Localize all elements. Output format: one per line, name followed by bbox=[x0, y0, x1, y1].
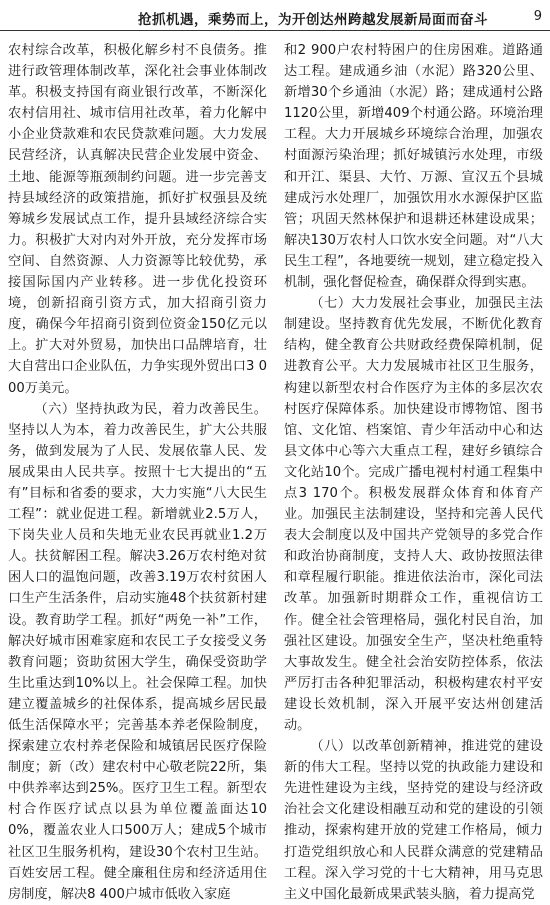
left-column bbox=[8, 40, 267, 905]
paragraph: （八）以改革创新精神，推进党的建设新的伟大工程。坚持以党的执政能力建设和先进性建设为主线，坚持党的建设与经济政治社会文化建设相融互动和党的建设的引领推动，探索构建开放的党建工作格局，倾力打造党组织放心和人民群众满意的党建精品工程。深入学习党的十七大精神，用马克思主义中国化最新成果武装头脑，着力提高党 bbox=[284, 739, 543, 902]
paragraph: （六）坚持执政为民，着力改善民生。坚持以人为本，着力改善民生，扩大公共服务，做到发展为了人民、发展依靠人民、发展成果由人民共享。按照十七大提出的“五有”目标和省委的要求，大力实施“八大民生工程”：就业促进工程。新增就业2.5万人，下岗失业人员和失地无业农民再就业1.2万人。扶贫解困工程。解决3.26万农村绝对贫困人口的温饱问题，改善3.19万农村贫困人口生产生活条件，启动实施48个扶贫新村建设。教育助学工程。抓好“两免一补”工作，解决好城市困难家庭和农民工子女接受义务教育问题；资助贫困大学生，确保受资助学生比重达到10%以上。社会保障工程。加快建立覆盖城乡的社保体系，提高城乡居民最低生活保障水平；完善基本养老保险制度，探索建立农村养老保险和城镇居民医疗保险制度；新（改）建农村中心敬老院22所，集中供养率达到25%。医疗卫生工程。新型农村合作医疗试点以县为单位覆盖面达100%，覆盖农业人口500万人；建成5个城市社区卫生服务机构，建设30个农村卫生站。百姓安居工程。健全廉租住房和经济适用住房制度，解决8 400户城市低收入家庭 bbox=[8, 401, 267, 902]
right-column bbox=[284, 40, 543, 905]
page-header bbox=[0, 6, 550, 30]
header-rule bbox=[0, 30, 550, 31]
paragraph: 和2 900户农村特困户的住房困难。道路通达工程。建成通乡油（水泥）路320公里、新增30个乡通油（水泥）路；建成通村公路1120公里，新增409个村通公路。环境治理工程。大力开展城乡环境综合治理，加强农村面源污染治理；抓好城镇污水处理，市级和开江、渠县、大竹、万源、宣汉五个县城建成污水处理厂，加强饮用水水源保护区监管；巩固天然林保护和退耕还林建设成果；解决130万农村人口饮水安全问题。对“八大民生工程”，各地要统一规划，建立稳定投入机制，强化督促检查，确保群众得到实惠。 bbox=[284, 43, 543, 291]
running-title: 抢抓机遇，乘势而上，为开创达州跨越发展新局面而奋斗 bbox=[138, 12, 488, 28]
page-number: 9 bbox=[533, 9, 542, 24]
paragraph: （七）大力发展社会事业，加强民主法制建设。坚持教育优先发展，不断优化教育结构，健全教育公共财政经费保障机制，促进教育公平。大力发展城市社区卫生服务，构建以新型农村合作医疗为主体的多层次农村医疗保障体系。加快建设市博物馆、图书馆、文化馆、档案馆、青少年活动中心和达县文体中心等六大重点工程，建好乡镇综合文化站10个。完成广播电视村村通工程集中点3 170个。积极发展群众体育和体育产业。加强民主法制建设，坚持和完善人民代表大会制度以及中国共产党领导的多党合作和政治协商制度，支持人大、政协按照法律和章程履行职能。推进依法治市，深化司法改革。加强新时期群众工作，重视信访工作。健全社会管理格局，强化村民自治，加强社区建设。加强安全生产，坚决杜绝重特大事故发生。健全社会治安防控体系，依法严厉打击各种犯罪活动，积极构建农村平安建设长效机制，深入开展平安达州创建活动。 bbox=[284, 296, 543, 733]
paragraph: 农村综合改革，积极化解乡村不良债务。推进行政管理体制改革，深化社会事业体制改革。积极支持国有商业银行改革，不断深化农村信用社、城市信用社改革，着力化解中小企业贷款难和农民贷款难问题。大力发展民营经济，认真解决民营企业发展中资金、土地、能源等瓶颈制约问题。进一步完善支持县域经济的政策措施，抓好扩权强县及统筹城乡发展试点工作，提升县域经济综合实力。积极扩大对内对外开放，充分发挥市场空间、自然资源、人力资源等比较优势，承接国际国内产业转移。进一步优化投资环境，创新招商引资方式，加大招商引资力度，确保今年招商引资到位资金150亿元以上。扩大对外贸易，加快出口品牌培育，壮大自营出口企业队伍，力争实现外贸出口3 000万美元。 bbox=[8, 43, 267, 396]
